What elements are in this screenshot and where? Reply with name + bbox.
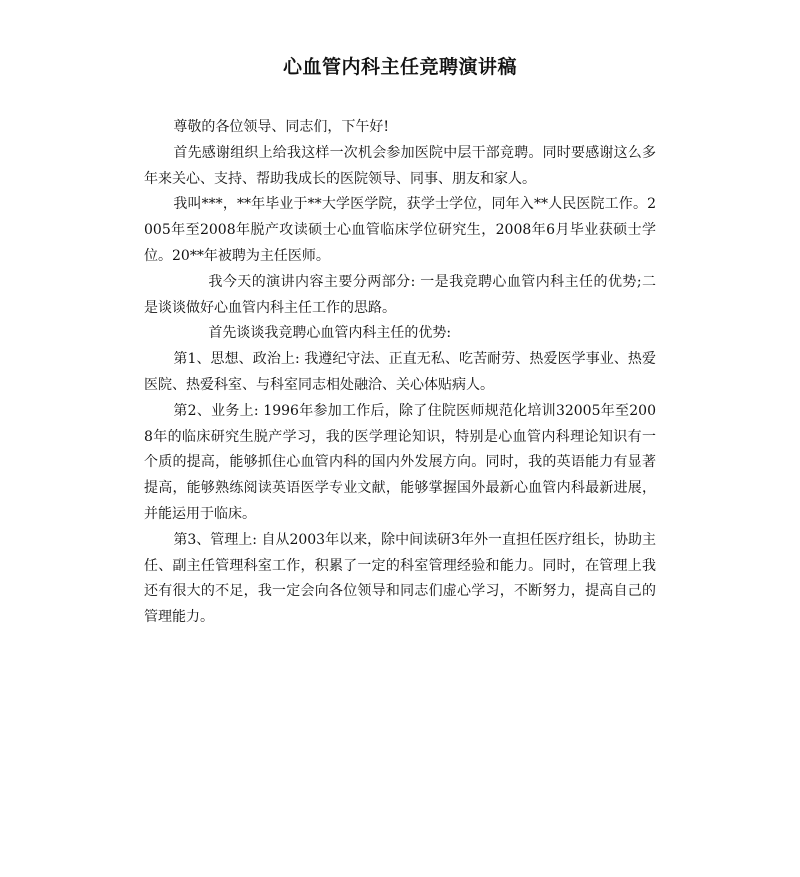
paragraph-outline: 我今天的演讲内容主要分两部分: 一是我竞聘心血管内科主任的优势;二是谈谈做好心血管内科主任工作的思路。 — [144, 273, 656, 316]
document-body — [144, 115, 656, 631]
paragraph-professional: 第2、业务上: 1996年参加工作后，除了住院医师规范化培训32005年至2008年的临床研究生脱产学习，我的医学理论知识，特别是心血管内科理论知识有一个质的提高，能够抓住心血管内科的国内外发展方向。同时，我的英语能力有显著提高，能够熟练阅读英语医学专业文献，能够掌握国外最新心血管内科最新进展，并能运用于临床。 — [144, 402, 656, 522]
paragraph-greeting: 尊敬的各位领导、同志们，下午好! — [173, 119, 390, 135]
paragraph-introduction: 我叫***，**年毕业于**大学医学院，获学士学位，同年入**人民医院工作。2005年至2008年脱产攻读硕士心血管临床学位研究生，2008年6月毕业获硕士学位。20**年被聘为主任医师。 — [144, 196, 656, 264]
paragraph-ideology: 第1、思想、政治上: 我遵纪守法、正直无私、吃苦耐劳、热爱医学事业、热爱医院、热爱科室、与科室同志相处融洽、关心体贴病人。 — [144, 351, 656, 393]
paragraph-management: 第3、管理上: 自从2003年以来，除中间读研3年外一直担任医疗组长，协助主任、副主任管理科室工作，积累了一定的科室管理经验和能力。同时，在管理上我还有很大的不足，我一定会向各位领导和同志们虚心学习，不断努力，提高自己的管理能力。 — [144, 531, 656, 626]
document-title: 心血管内科主任竞聘演讲稿 — [282, 56, 517, 78]
paragraph-thanks: 首先感谢组织上给我这样一次机会参加医院中层干部竞聘。同时要感谢这么多年来关心、支持、帮助我成长的医院领导、同事、朋友和家人。 — [144, 144, 656, 187]
paragraph-advantages-heading: 首先谈谈我竞聘心血管内科主任的优势: — [208, 325, 452, 342]
